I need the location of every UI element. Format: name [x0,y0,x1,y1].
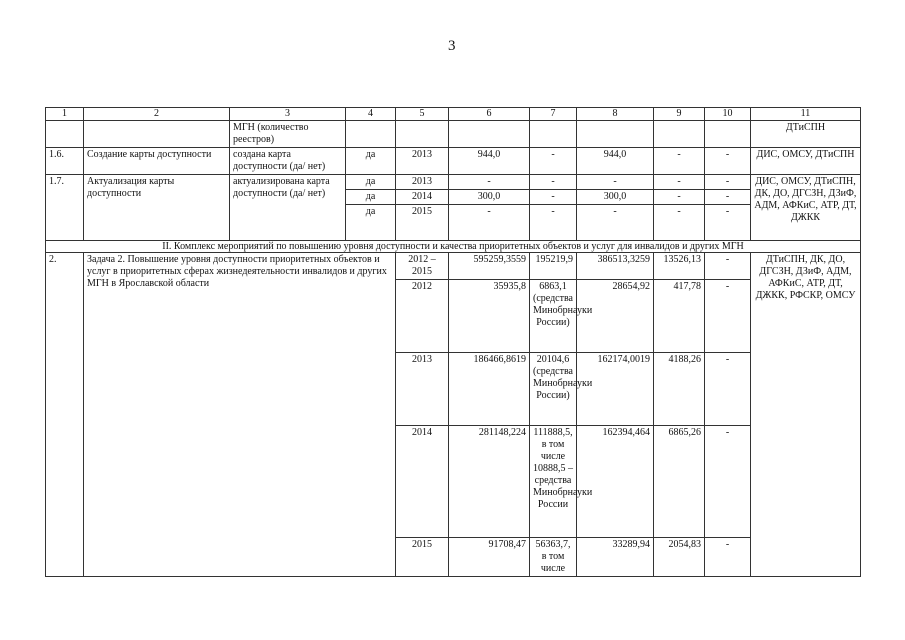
col-header: 11 [751,108,861,121]
table-row [46,121,861,148]
other-cell: - [705,253,751,280]
section-title: II. Комплекс мероприятий по повышению уровня доступности и качества приоритетных объектов и услуг для инвалидов и других МГН [46,241,861,253]
regional-cell: 386513,3259 [577,253,654,280]
regional-cell: - [577,205,654,241]
federal-cell: 195219,9 [530,253,577,280]
year-cell: 2013 [396,175,449,190]
municipal-cell: 13526,13 [654,253,705,280]
regional-cell: 162174,0019 [577,353,654,426]
municipal-cell: - [654,148,705,175]
value-cell: да [346,148,396,175]
row-number: 1.6. [46,148,84,175]
table-row [46,175,861,190]
col-header: 5 [396,108,449,121]
total-cell: 35935,8 [449,280,530,353]
col-header: 7 [530,108,577,121]
regional-cell: 944,0 [577,148,654,175]
federal-cell: 20104,6 (средства Минобрнауки России) [530,353,577,426]
col-header: 10 [705,108,751,121]
total-cell: - [449,175,530,190]
section-row [46,241,861,253]
total-cell: 300,0 [449,190,530,205]
total-cell: 91708,47 [449,538,530,577]
row-number: 2. [46,253,84,577]
col-header: 8 [577,108,654,121]
regional-cell: 33289,94 [577,538,654,577]
measure-name: Актуализация карты доступности [84,175,230,241]
col-header: 6 [449,108,530,121]
municipal-cell: - [654,175,705,190]
indicator-cell: актуализирована карта доступности (да/ нет) [230,175,346,241]
other-cell: - [705,353,751,426]
year-cell: 2015 [396,205,449,241]
year-cell: 2013 [396,353,449,426]
table-row [46,148,861,175]
col-header: 3 [230,108,346,121]
other-cell: - [705,148,751,175]
total-cell: 281148,224 [449,426,530,538]
municipal-cell: 4188,26 [654,353,705,426]
year-cell: 2012 – 2015 [396,253,449,280]
col-header: 1 [46,108,84,121]
municipal-cell: - [654,190,705,205]
regional-cell: 162394,464 [577,426,654,538]
federal-cell: - [530,190,577,205]
col-header: 2 [84,108,230,121]
other-cell: - [705,426,751,538]
year-cell: 2015 [396,538,449,577]
measures-table [45,107,861,577]
total-cell: 595259,3559 [449,253,530,280]
federal-cell: - [530,175,577,190]
total-cell: 186466,8619 [449,353,530,426]
other-cell: - [705,190,751,205]
measure-name: Создание карты доступности [84,148,230,175]
table-row [46,253,861,280]
indicator-cell: МГН (количество реестров) [230,121,346,148]
federal-cell: 56363,7, в том числе [530,538,577,577]
federal-cell: - [530,205,577,241]
page-number: 3 [448,38,456,54]
federal-cell: 6863,1 (средства Минобрнауки России) [530,280,577,353]
col-header: 4 [346,108,396,121]
municipal-cell: 6865,26 [654,426,705,538]
regional-cell: 28654,92 [577,280,654,353]
regional-cell: 300,0 [577,190,654,205]
municipal-cell: - [654,205,705,241]
executor-cell: ДИС, ОМСУ, ДТиСПН, ДК, ДО, ДГСЗН, ДЗиФ, АДМ, АФКиС, АТР, ДТ, ДЖКК [751,175,861,241]
value-cell: да [346,190,396,205]
municipal-cell: 417,78 [654,280,705,353]
year-cell: 2012 [396,280,449,353]
executor-cell: ДИС, ОМСУ, ДТиСПН [751,148,861,175]
year-cell: 2014 [396,426,449,538]
other-cell: - [705,205,751,241]
municipal-cell: 2054,83 [654,538,705,577]
other-cell: - [705,538,751,577]
year-cell: 2014 [396,190,449,205]
year-cell: 2013 [396,148,449,175]
value-cell: да [346,175,396,190]
other-cell: - [705,175,751,190]
total-cell: 944,0 [449,148,530,175]
indicator-cell: создана карта доступности (да/ нет) [230,148,346,175]
measure-name: Задача 2. Повышение уровня доступности приоритетных объектов и услуг в приоритетных сферах жизнедеятельности инвалидов и других МГН в Ярославской области [84,253,396,577]
other-cell: - [705,280,751,353]
col-header: 9 [654,108,705,121]
total-cell: - [449,205,530,241]
value-cell: да [346,205,396,241]
regional-cell: - [577,175,654,190]
row-number: 1.7. [46,175,84,241]
federal-cell: - [530,148,577,175]
column-number-row [46,108,861,121]
executor-cell: ДТиСПН, ДК, ДО, ДГСЗН, ДЗиФ, АДМ, АФКиС, АТР, ДТ, ДЖКК, РФСКР, ОМСУ [751,253,861,577]
federal-cell: 111888,5, в том числе 10888,5 – средства Минобрнауки России [530,426,577,538]
executor-cell: ДТиСПН [751,121,861,148]
